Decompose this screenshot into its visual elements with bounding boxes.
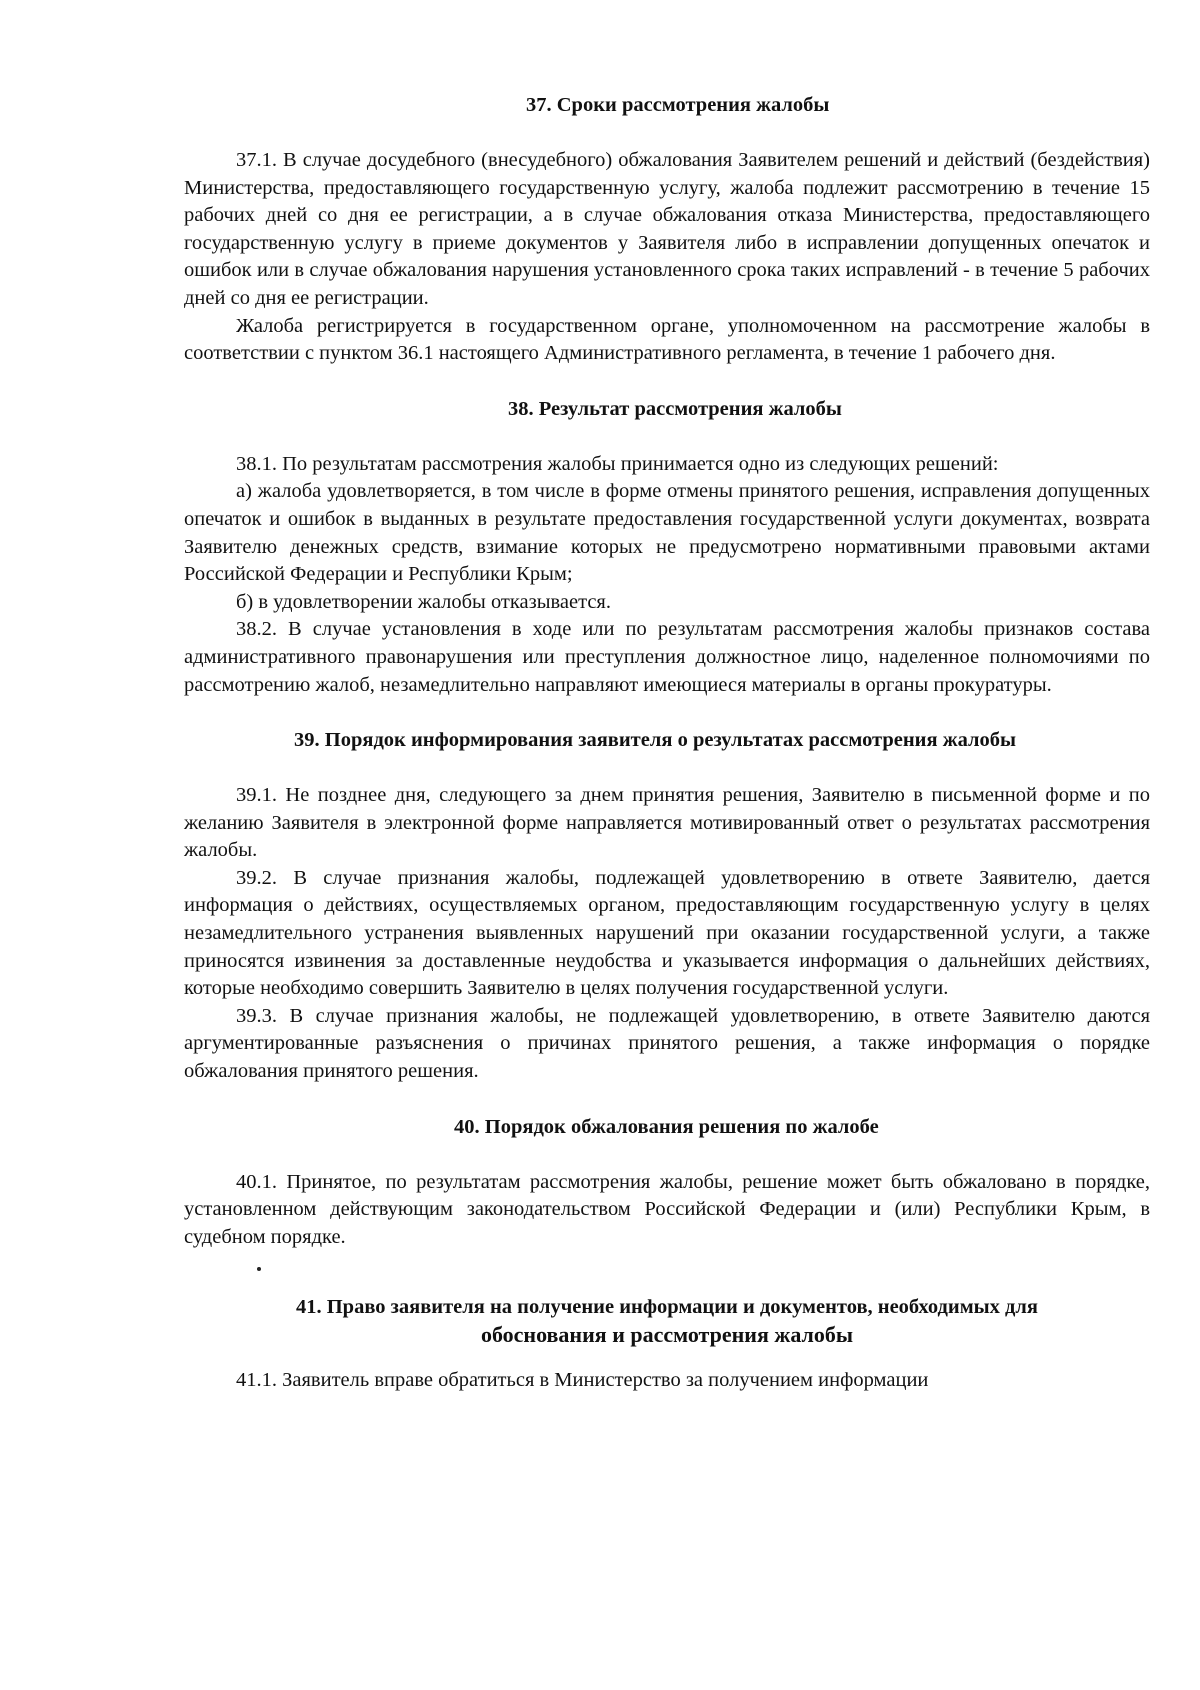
- paragraph-38-1: 38.1. По результатам рассмотрения жалобы принимается одно из следующих решений:: [236, 452, 999, 475]
- paragraph-39-1: 39.1. Не позднее дня, следующего за днем принятия решения, Заявителю в письменной форме и по желанию Заявителя в электронной форме направляется мотивированный ответ о результатах рассмотрения жалобы.: [184, 784, 1150, 862]
- document-page: [184, 92, 1150, 1395]
- section-37-title: 37. Сроки рассмотрения жалобы: [526, 94, 830, 116]
- paragraph-38-1-b: б) в удовлетворении жалобы отказывается.: [236, 590, 611, 613]
- section-41-title-line-2: обоснования и рассмотрения жалобы: [480, 1322, 854, 1348]
- section-41-title: [184, 1293, 1150, 1349]
- paragraph-41-1: 41.1. Заявитель вправе обратиться в Министерство за получением информации: [236, 1369, 929, 1392]
- paragraph-37-1: 37.1. В случае досудебного (внесудебного) обжалования Заявителем решений и действий (бездействия) Министерства, предоставляющего государственную услугу, жалоба подлежит рассмотрению в течение 15 рабочих дней со дня ее регистрации, а в случае обжалования отказа Министерства, предоставляющего государственную услугу в приеме документов у Заявителя либо в исправлении допущенных опечаток и ошибок или в случае обжалования нарушения установленного срока таких исправлений - в течение 5 рабочих дней со дня ее регистрации.: [184, 149, 1150, 309]
- section-40-title: 40. Порядок обжалования решения по жалобе: [454, 1115, 879, 1138]
- paragraph-39-2: 39.2. В случае признания жалобы, подлежащей удовлетворению в ответе Заявителю, дается информация о действиях, осуществляемых органом, предоставляющим государственную услугу в целях незамедлительного устранения выявленных нарушений при оказании государственной услуги, а также приносятся извинения за доставленные неудобства и указывается информация о дальнейших действиях, которые необходимо совершить Заявителю в целях получения государственной услуги.: [184, 866, 1150, 1000]
- section-39-title: 39. Порядок информирования заявителя о результатах рассмотрения жалобы: [294, 729, 1017, 752]
- paragraph-39-3: 39.3. В случае признания жалобы, не подлежащей удовлетворению, в ответе Заявителю даются аргументированные разъяснения о причинах принятого решения, а также информация о порядке обжалования принятого решения.: [184, 1004, 1150, 1083]
- paragraph-38-2: 38.2. В случае установления в ходе или по результатам рассмотрения жалобы признаков состава административного правонарушения или преступления должностное лицо, наделенное полномочиями по рассмотрению жалоб, незамедлительно направляют имеющиеся материалы в органы прокуратуры.: [184, 618, 1150, 696]
- paragraph-37-2: Жалоба регистрируется в государственном органе, уполномоченном на рассмотрение жалобы в соответствии с пунктом 36.1 настоящего Административного регламента, в течение 1 рабочего дня.: [184, 314, 1150, 365]
- section-38-title: 38. Результат рассмотрения жалобы: [508, 397, 842, 420]
- paragraph-38-1-a: а) жалоба удовлетворяется, в том числе в форме отмены принятого решения, исправления допущенных опечаток и ошибок в выданных в результате предоставления государственной услуги документах, возврата Заявителю денежных средств, взимание которых не предусмотрено нормативными правовыми актами Российской Федерации и Республики Крым;: [184, 480, 1150, 586]
- paragraph-40-1: 40.1. Принятое, по результатам рассмотрения жалобы, решение может быть обжаловано в порядке, установленном действующим законодательством Российской Федерации и (или) Республики Крым, в судебном порядке.: [184, 1170, 1150, 1248]
- section-41-title-line-1: 41. Право заявителя на получение информации и документов, необходимых для: [295, 1296, 1039, 1319]
